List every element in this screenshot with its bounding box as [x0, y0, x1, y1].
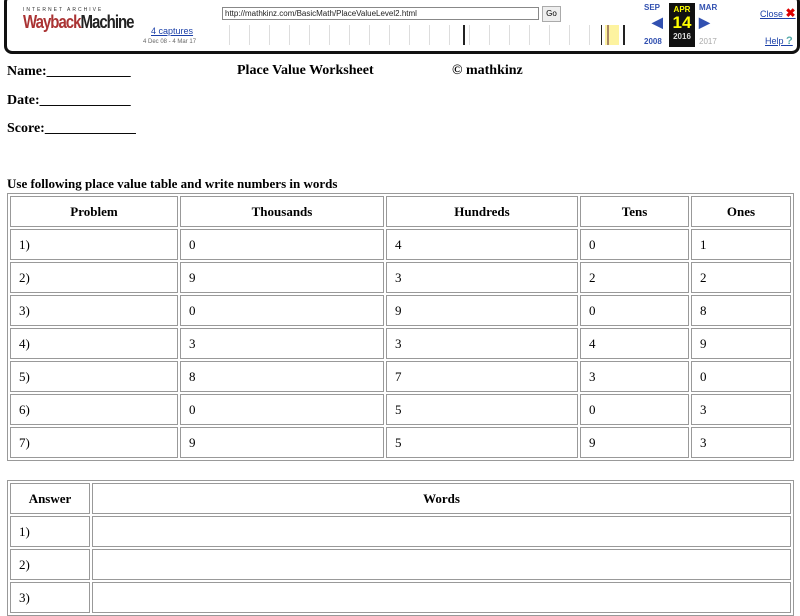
table-cell: 3	[386, 328, 578, 359]
table-cell: 0	[691, 361, 791, 392]
table-cell: 0	[180, 229, 384, 260]
col-header: Answer	[10, 483, 90, 514]
table-header	[10, 196, 791, 227]
table-cell: 3	[180, 328, 384, 359]
table-cell: 0	[180, 394, 384, 425]
logo-part: Wayback	[23, 12, 81, 33]
answer-label: 1)	[10, 516, 90, 547]
table-cell: 9	[580, 427, 689, 458]
table-cell: 3	[691, 427, 791, 458]
col-header: Problem	[10, 196, 178, 227]
go-button[interactable]: Go	[542, 6, 561, 22]
table-cell: 4)	[10, 328, 178, 359]
page-title: Place Value Worksheet	[237, 63, 374, 78]
table-cell: 3	[386, 262, 578, 293]
next-year: 2017	[699, 37, 717, 46]
help-icon[interactable]: ?	[786, 35, 793, 47]
help-label: Help	[765, 36, 784, 46]
words-input[interactable]	[92, 516, 791, 547]
table-cell: 9	[180, 427, 384, 458]
answer-label: 2)	[10, 549, 90, 580]
instruction: Use following place value table and write numbers in words	[7, 176, 338, 191]
table-row	[10, 427, 791, 458]
current-date	[669, 3, 695, 47]
help-link[interactable]	[765, 35, 793, 47]
table-row	[10, 394, 791, 425]
prev-month[interactable]: SEP	[644, 3, 661, 12]
table-row	[10, 328, 791, 359]
table-cell: 5	[386, 427, 578, 458]
close-label: Close	[760, 9, 784, 19]
cur-day: 14	[672, 13, 692, 32]
table-cell: 6)	[10, 394, 178, 425]
next-month[interactable]: MAR	[699, 3, 718, 12]
logo-part: Machine	[80, 12, 134, 33]
table-cell: 3	[691, 394, 791, 425]
answer-table	[7, 480, 794, 616]
table-cell: 2)	[10, 262, 178, 293]
capture-timeline[interactable]	[229, 25, 639, 45]
table-cell: 0	[580, 295, 689, 326]
table-cell: 0	[580, 229, 689, 260]
table-cell: 2	[580, 262, 689, 293]
table-row	[10, 229, 791, 260]
close-icon[interactable]: ✖	[785, 6, 796, 20]
table-cell: 9	[386, 295, 578, 326]
place-value-table	[7, 193, 794, 461]
name-field[interactable]: Name:____________	[7, 64, 131, 79]
cur-year: 2016	[673, 32, 691, 41]
table-row	[10, 361, 791, 392]
url-input[interactable]: http://mathkinz.com/BasicMath/PlaceValueLevel2.html	[222, 7, 539, 20]
table-header	[10, 483, 791, 514]
table-cell: 8	[691, 295, 791, 326]
wayback-logo[interactable]	[23, 12, 134, 32]
table-row	[10, 549, 791, 580]
table-cell: 0	[580, 394, 689, 425]
col-header: Ones	[691, 196, 791, 227]
table-cell: 1	[691, 229, 791, 260]
table-row	[10, 582, 791, 613]
cur-month: APR	[673, 5, 691, 14]
close-link[interactable]	[760, 6, 796, 20]
brand: © mathkinz	[452, 63, 523, 78]
next-arrow-icon[interactable]: ▶	[699, 14, 710, 30]
col-header: Words	[92, 483, 791, 514]
answer-label: 3)	[10, 582, 90, 613]
col-header: Hundreds	[386, 196, 578, 227]
table-cell: 4	[580, 328, 689, 359]
table-row	[10, 516, 791, 547]
table-cell: 9	[180, 262, 384, 293]
table-cell: 5)	[10, 361, 178, 392]
wayback-logo-top: INTERNET ARCHIVE	[23, 7, 104, 13]
table-cell: 3	[580, 361, 689, 392]
wayback-toolbar	[4, 0, 800, 54]
col-header: Thousands	[180, 196, 384, 227]
score-field[interactable]: Score:_____________	[7, 121, 136, 136]
table-cell: 8	[180, 361, 384, 392]
table-row	[10, 262, 791, 293]
table-cell: 0	[180, 295, 384, 326]
table-cell: 4	[386, 229, 578, 260]
capture-range: 4 Dec 08 - 4 Mar 17	[143, 39, 197, 45]
table-cell: 7	[386, 361, 578, 392]
date-field[interactable]: Date:_____________	[7, 93, 131, 108]
table-cell: 7)	[10, 427, 178, 458]
table-cell: 5	[386, 394, 578, 425]
table-cell: 1)	[10, 229, 178, 260]
prev-year: 2008	[644, 37, 662, 46]
table-row	[10, 295, 791, 326]
prev-arrow-icon[interactable]: ◀	[652, 14, 663, 30]
table-cell: 9	[691, 328, 791, 359]
captures-link[interactable]: 4 captures	[151, 26, 194, 36]
table-cell: 2	[691, 262, 791, 293]
words-input[interactable]	[92, 582, 791, 613]
col-header: Tens	[580, 196, 689, 227]
words-input[interactable]	[92, 549, 791, 580]
table-cell: 3)	[10, 295, 178, 326]
